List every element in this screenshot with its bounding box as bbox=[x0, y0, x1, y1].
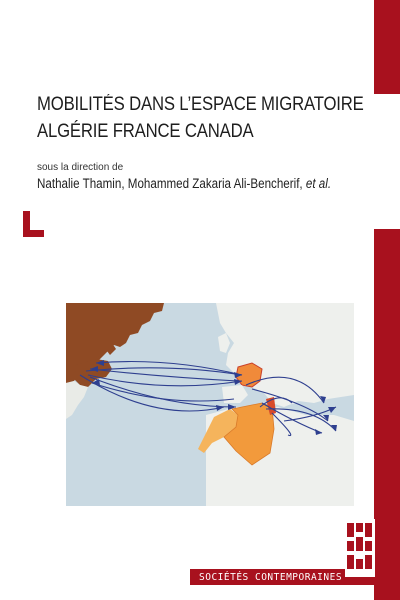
series-name: SOCIÉTÉS CONTEMPORAINES bbox=[199, 572, 343, 583]
direction-label: sous la direction de bbox=[37, 162, 124, 173]
authors-names: Nathalie Thamin, Mohammed Zakaria Ali-Bencherif, bbox=[37, 176, 306, 191]
authors-line bbox=[37, 176, 331, 191]
title-line-1: MOBILITÉS DANS L’ESPACE MIGRATOIRE bbox=[37, 94, 364, 115]
red-bar-top bbox=[374, 0, 400, 94]
red-bar-bottom bbox=[374, 229, 400, 600]
book-title bbox=[37, 91, 364, 145]
publisher-logo-icon bbox=[345, 519, 375, 577]
corner-mark-icon bbox=[23, 211, 44, 237]
migration-map bbox=[66, 303, 354, 506]
map-illustration bbox=[66, 303, 354, 506]
authors-et-al: et al. bbox=[305, 176, 332, 191]
title-line-2: ALGÉRIE FRANCE CANADA bbox=[37, 121, 254, 142]
